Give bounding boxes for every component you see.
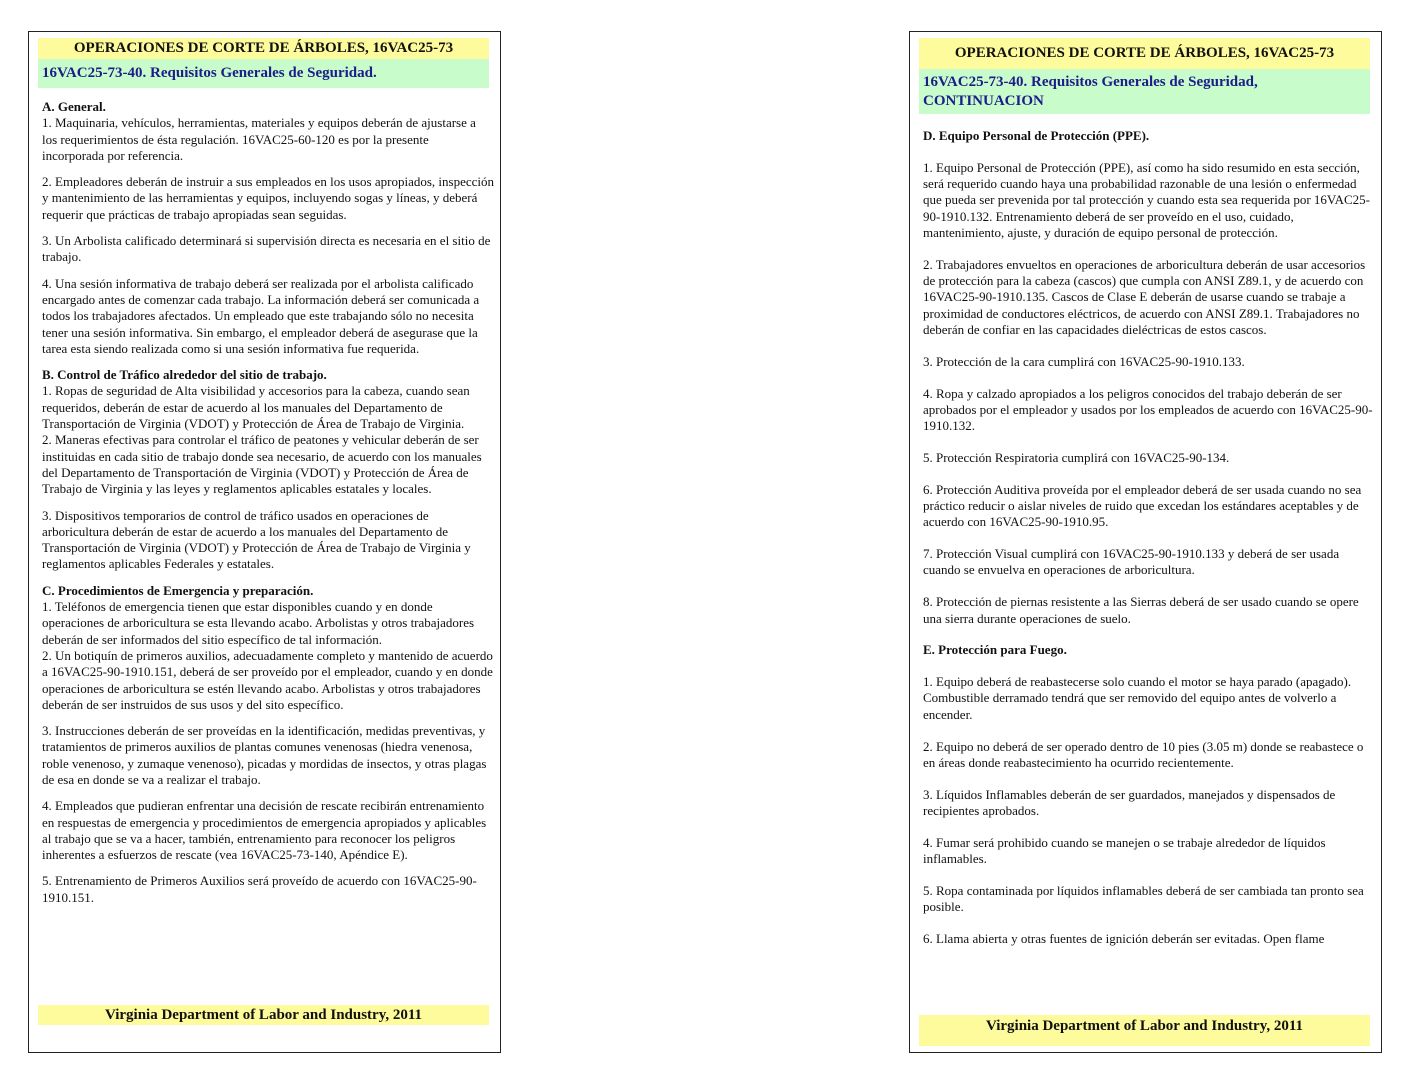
paragraph: 5. Protección Respiratoria cumplirá con 16VAC25-90-134.: [923, 449, 1230, 465]
paragraph: 5. Entrenamiento de Primeros Auxilios será proveído de acuerdo con 16VAC25-90-1910.151.: [42, 873, 477, 905]
paragraph: 1. Teléfonos de emergencia tienen que estar disponibles cuando y en donde operaciones de arboricultura se esta llevando acabo. Arbolistas y otros trabajadores deberán de ser informados del sitio específico de tal información.: [42, 599, 475, 647]
paragraph: 8. Protección de piernas resistente a las Sierras deberá de ser usado cuando se opere una sierra durante operaciones de suelo.: [923, 594, 1359, 626]
section-heading: B. Control de Tráfico alrededor del sitio de trabajo.: [42, 367, 327, 383]
paragraph: 3. Protección de la cara cumplirá con 16VAC25-90-1910.133.: [923, 353, 1245, 369]
right-page: [909, 31, 1382, 1053]
paragraph: 5. Ropa contaminada por líquidos inflamables deberá de ser cambiada tan pronto sea posible.: [923, 882, 1364, 915]
page-footer: Virginia Department of Labor and Industry, 2011: [38, 1005, 489, 1025]
paragraph: 2. Equipo no deberá de ser operado dentro de 10 pies (3.05 m) donde se reabastece o en áreas donde reabastecimiento ha ocurrido recientemente.: [923, 738, 1364, 770]
paragraph: 1. Maquinaria, vehículos, herramientas, materiales y equipos deberán de ajustarse a los requerimientos de ésta regulación. 16VAC25-60-120 es por la presente incorporada por referencia.: [42, 115, 476, 163]
paragraph: 4. Empleados que pudieran enfrentar una decisión de rescate recibirán entrenamiento en respuestas de emergencia y procedimientos de emergencia apropiados y aplicables al trabajo que se va a hacer, también, entrenamiento para reconocer los peligros inherentes a esfuerzos de rescate (vea 16VAC25-73-140, Apéndice E).: [42, 798, 487, 863]
paragraph: 2. Empleadores deberán de instruir a sus empleados en los usos apropiados, inspección y mantenimiento de las herramientas y equipos, incluyendo sogas y líneas, y deberá requerir que prácticas de trabajo apropiadas sean seguidas.: [42, 174, 494, 222]
paragraph: 3. Líquidos Inflamables deberán de ser guardados, manejados y dispensados de recipientes aprobados.: [923, 786, 1336, 818]
paragraph: 6. Protección Auditiva proveída por el empleador deberá de ser usada cuando no sea práctico reducir o aislar niveles de ruido que excedan los estándares aceptables y de acuerdo con 16VAC25-90-1910.95.: [923, 481, 1362, 530]
page-header: OPERACIONES DE CORTE DE ÁRBOLES, 16VAC25-73: [38, 38, 489, 59]
paragraph: 3. Un Arbolista calificado determinará si supervisión directa es necesaria en el sitio de trabajo.: [42, 233, 491, 265]
paragraph: 1. Ropas de seguridad de Alta visibilidad y accesorios para la cabeza, cuando sean requeridos, deberán de estar de acuerdo al los manuales del Departamento de Transportación de Virginia (VDOT) y Protección de Área de Trabajo de Virginia.: [42, 383, 470, 432]
paragraph: 2. Un botiquín de primeros auxilios, adecuadamente completo y mantenido de acuerdo a 16VAC25-90-1910.151, deberá de ser proveído por el empleador, cuando y en donde operaciones de arboricultura se estén llevando acabo. Arbolistas y otros trabajadores deberán de ser instruidos de sus usos y del sito específico.: [42, 647, 493, 712]
left-page: [28, 31, 501, 1053]
paragraph: 1. Equipo deberá de reabastecerse solo cuando el motor se haya parado (apagado). Combustible derramado tendrá que ser removido del equipo antes de volverlo a encender.: [923, 674, 1352, 722]
page-footer: Virginia Department of Labor and Industry, 2011: [919, 1015, 1370, 1046]
page-body: [923, 128, 1375, 947]
section-title: 16VAC25-73-40. Requisitos Generales de Seguridad.: [38, 59, 489, 88]
paragraph: 6. Llama abierta y otras fuentes de ignición deberán ser evitadas. Open flame: [923, 930, 1325, 946]
page-body: [42, 99, 494, 906]
section-heading: D. Equipo Personal de Protección (PPE).: [923, 128, 1150, 143]
paragraph: 1. Equipo Personal de Protección (PPE), así como ha sido resumido en esta sección, será requerido cuando haya una probabilidad razonable de una lesión o enfermedad que pueda ser prevenida por tal protección y cuando esta sea requerida por 16VAC25-90-1910.132. Entrenamiento deberá de ser proveído en el uso, cuidado, mantenimiento, ajuste, y duración de equipo personal de protección.: [923, 159, 1371, 240]
paragraph: 3. Dispositivos temporarios de control de tráfico usados en operaciones de arboricultura deberán de estar de acuerdo a los manuales del Departamento de Transportación de Virginia (VDOT) y Protección de Área de Trabajo de Virginia y reglamentos aplicables Federales y estatales.: [42, 507, 471, 572]
paragraph: 7. Protección Visual cumplirá con 16VAC25-90-1910.133 y deberá de ser usada cuando se envuelva en operaciones de arboricultura.: [923, 546, 1340, 578]
paragraph: 2. Trabajadores envueltos en operaciones de arboricultura deberán de usar accesorios de protección para la cabeza (cascos) que cumpla con ANSI Z89.1, y de acuerdo con 16VAC25-90-1910.135. Cascos de Clase E deberán de usarse cuando se trabaje a proximidad de conductores eléctricos, de acuerdo con ANSI Z89.1. Trabajadores no deberán de confiar en las capacidades dieléctricas de estos cascos.: [923, 256, 1366, 337]
section-heading: E. Protección para Fuego.: [923, 642, 1067, 658]
section-heading: A. General.: [42, 99, 106, 114]
paragraph: 3. Instrucciones deberán de ser proveídas en la identificación, medidas preventivas, y tratamientos de primeros auxilios de plantas comunes venenosas (hiedra venenosa, roble venenoso, y zumaque venenoso), picadas y mordidas de insectos, y otras plagas de esa en donde se va a realizar el trabajo.: [42, 723, 487, 787]
paragraph: 4. Fumar será prohibido cuando se manejen o se trabaje alrededor de líquidos inflamables.: [923, 834, 1326, 866]
section-title: 16VAC25-73-40. Requisitos Generales de Seguridad, CONTINUACION: [919, 69, 1370, 114]
paragraph: 2. Maneras efectivas para controlar el tráfico de peatones y vehicular deberán de ser instituidas en cada sitio de trabajo donde sea necesario, de acuerdo con los manuales del Departamento de Transportación de Virginia (VDOT) y Protección de Área de Trabajo de Virginia y las leyes y reglamentos aplicables estatales y locales.: [42, 432, 482, 497]
paragraph: 4. Una sesión informativa de trabajo deberá ser realizada por el arbolista calificado encargado antes de comenzar cada trabajo. La información deberá ser comunicada a todos los trabajadores afectados. Un empleado que este trabajando sólo no necesita tener una sesión informativa. Sin embargo, el empleador deberá de asegurase que la tarea esta siendo realizada como si una sesión informativa fue requerida.: [42, 275, 480, 356]
paragraph: 4. Ropa y calzado apropiados a los peligros conocidos del trabajo deberán de ser aprobados por el empleador y usados por los empleados de acuerdo con 16VAC25-90-1910.132.: [923, 385, 1373, 434]
page-header: OPERACIONES DE CORTE DE ÁRBOLES, 16VAC25-73: [919, 38, 1370, 69]
section-heading: C. Procedimientos de Emergencia y preparación.: [42, 582, 314, 598]
